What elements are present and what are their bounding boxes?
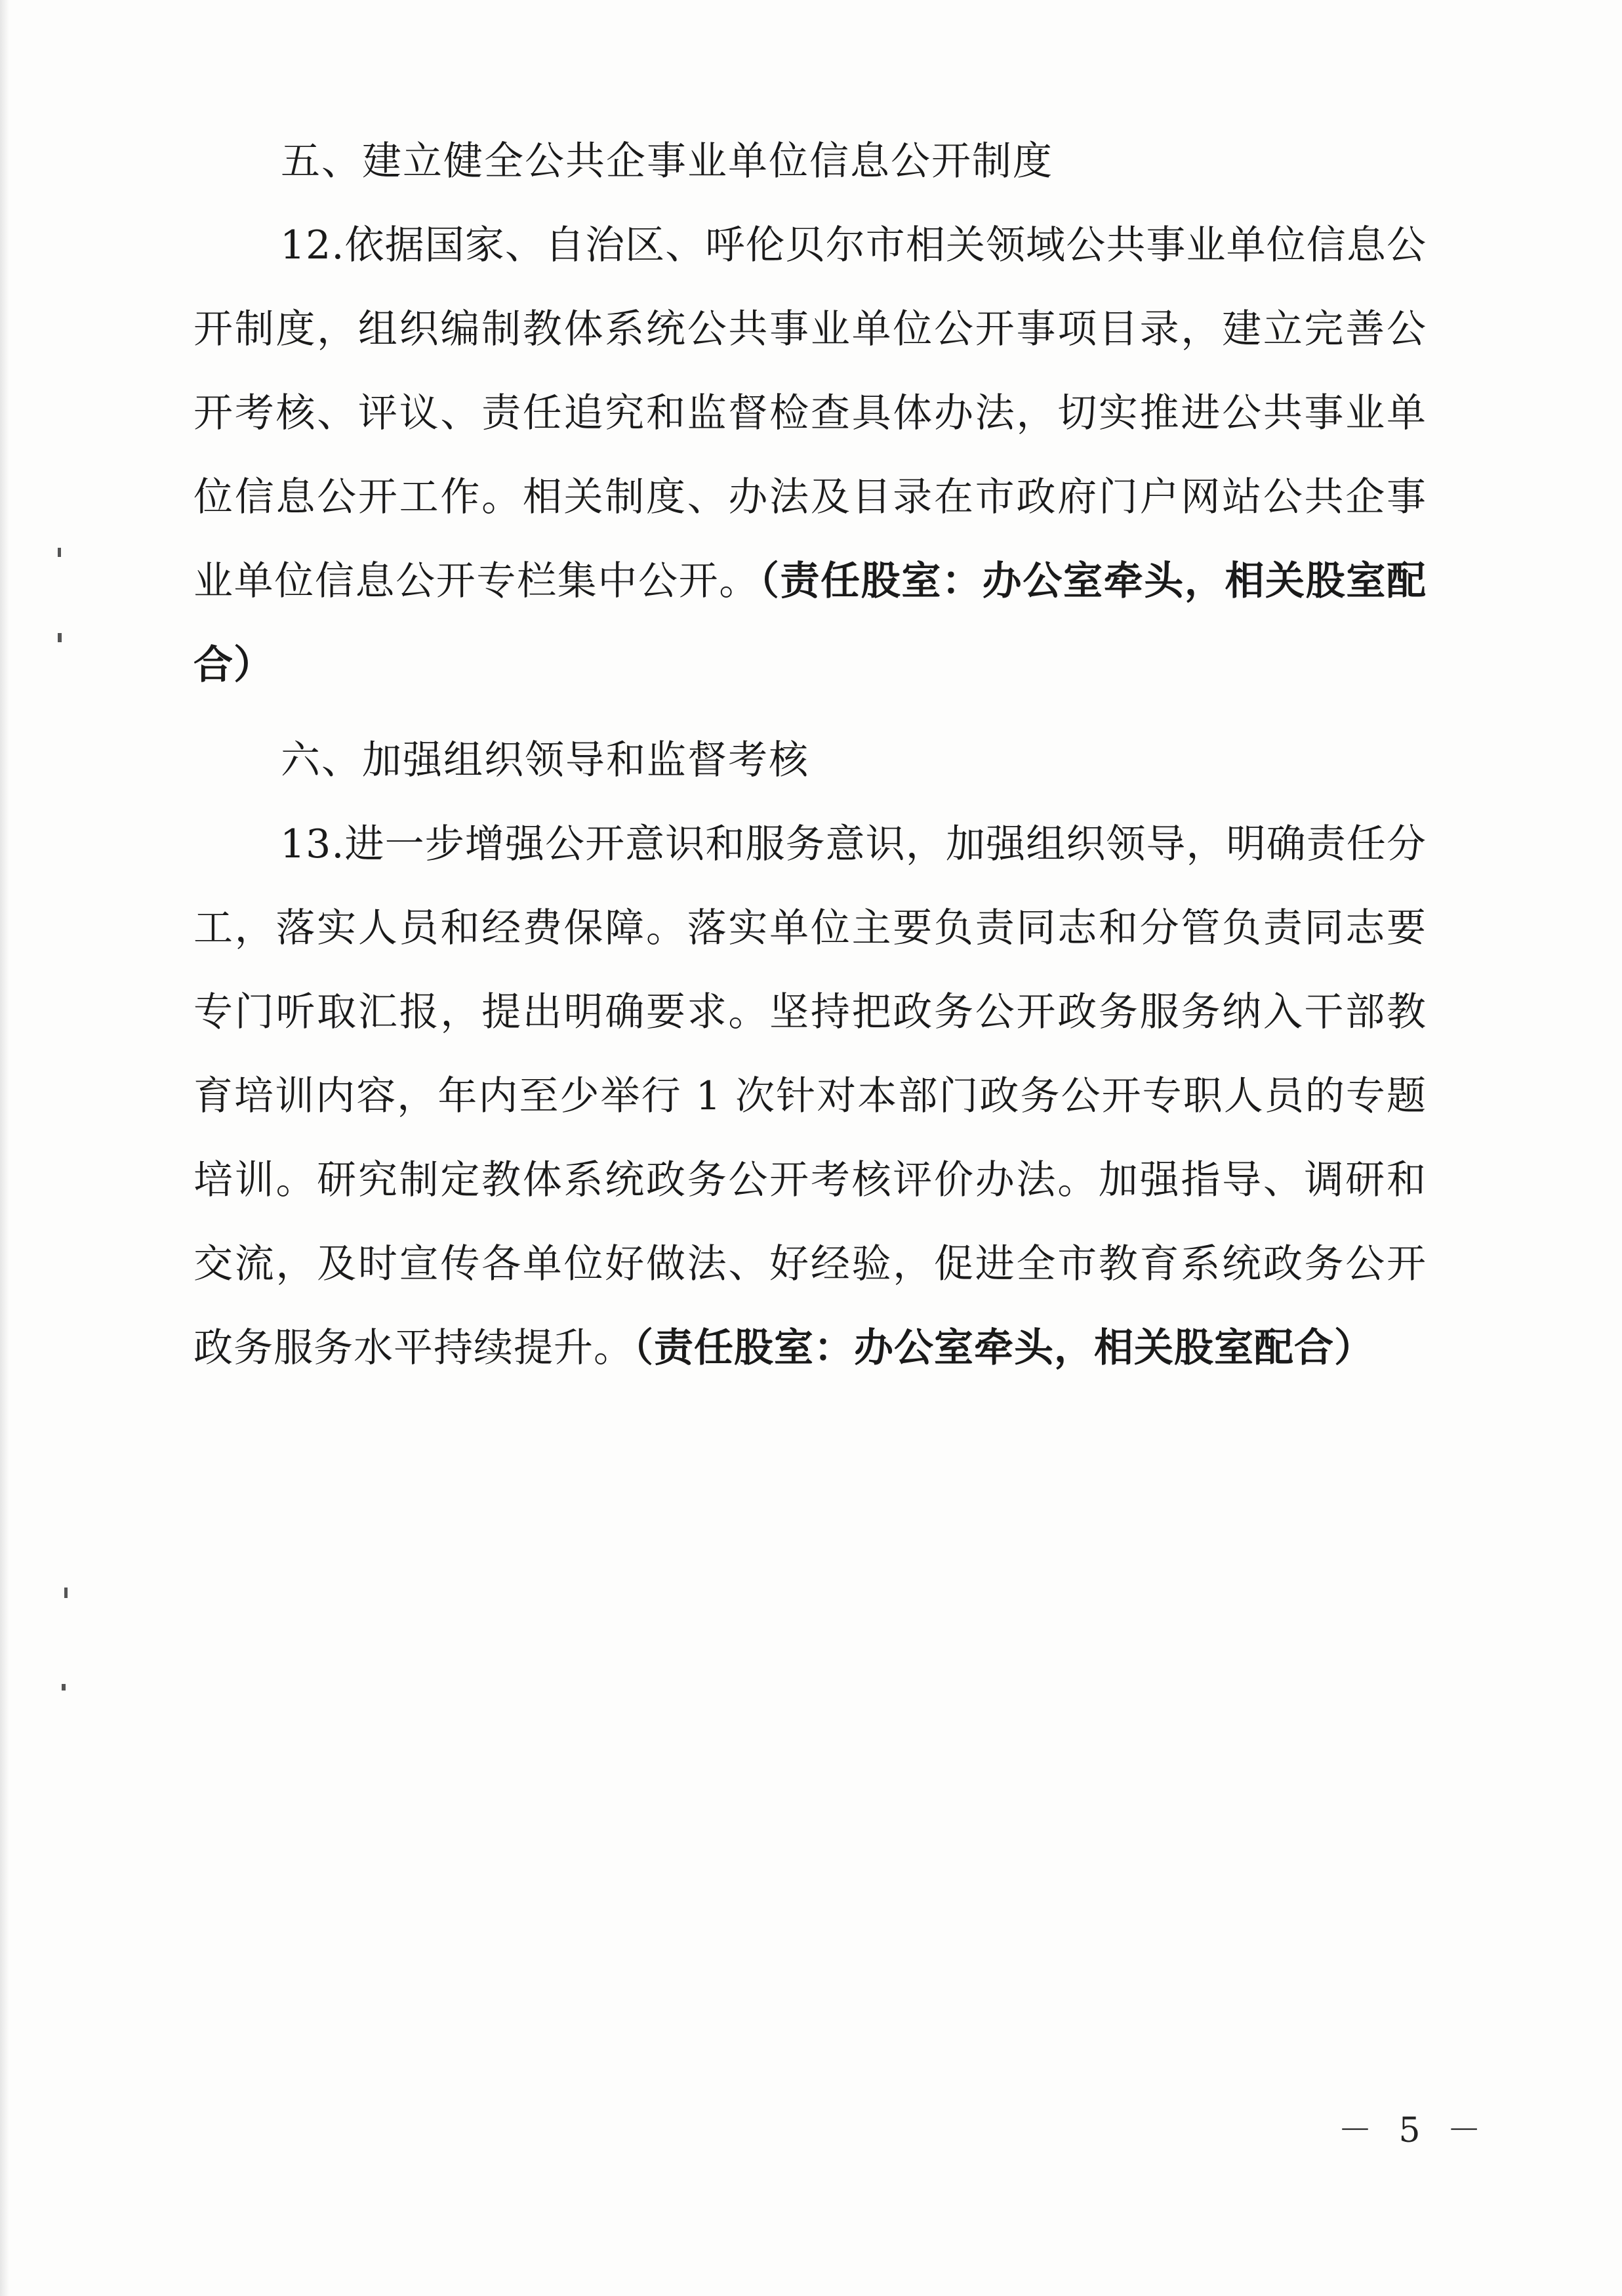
section-6-heading: 六、加强组织领导和监督考核 (281, 737, 809, 783)
page-number: － 5 － (1338, 2111, 1490, 2150)
scan-speck (64, 1588, 68, 1598)
paragraph-13-text: 13.进一步增强公开意识和服务意识，加强组织领导，明确责任分工，落实人员和经费保障。落实单位主要负责同志和分管负责同志要专门听取汇报，提出明确要求。坚持把政务公开政务服务纳入干部教育培训内容，年内至少举行 1 次针对本部门政务公开专职人员的专题培训。研究制定教体系统政务公开考核评价办法。加强指导、调研和交流，及时宣传各单位好做法、好经验，促进全市教育系统政务公开政务服务水平持续提升。 (193, 821, 1427, 1371)
scan-speck (58, 548, 61, 557)
paragraph-13-responsibility: （责任股室：办公室牵头，相关股室配合） (634, 1325, 1374, 1371)
paragraph-12-text: 12.依据国家、自治区、呼伦贝尔市相关领域公共事业单位信息公开制度，组织编制教体系统公共事业单位公开事项目录，建立完善公开考核、评议、责任追究和监督检查具体办法，切实推进公共事业单位信息公开工作。相关制度、办法及目录在市政府门户网站公共企事业单位信息公开专栏集中公开。 (193, 222, 1427, 604)
paragraph-12 (193, 203, 1427, 707)
paragraph-13 (193, 802, 1427, 1390)
section-5-heading: 五、建立健全公共企事业单位信息公开制度 (281, 138, 1053, 184)
paragraph-12-responsibility: （责任股室：办公室牵头，相关股室配合） (193, 558, 1427, 688)
scan-edge-shadow (0, 0, 9, 2296)
scan-speck (58, 633, 62, 642)
scan-speck (62, 1684, 66, 1691)
